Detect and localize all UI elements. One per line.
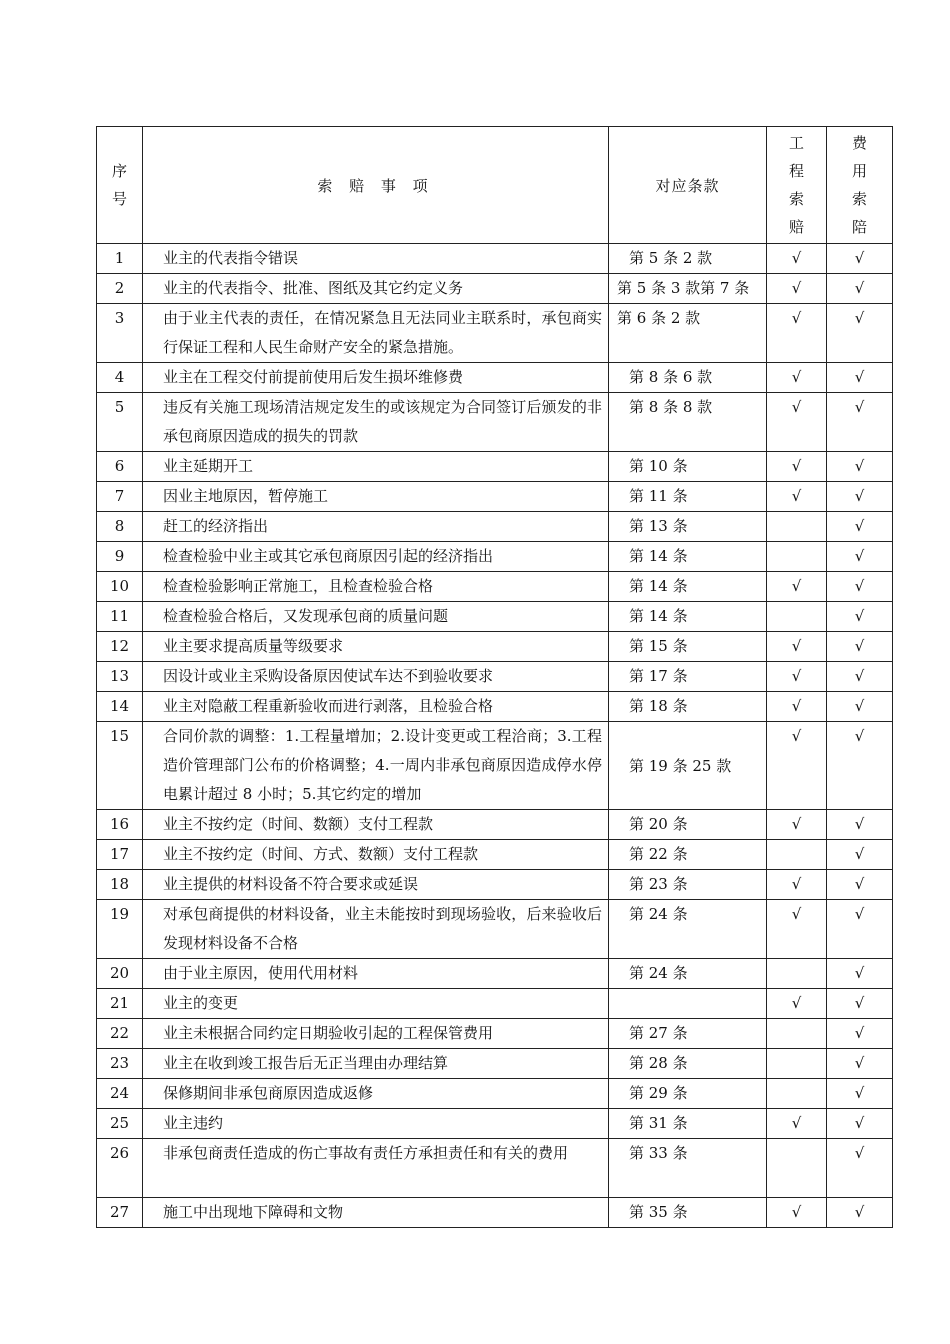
row-clause: 第 8 条 6 款 [609,363,767,393]
table-row [97,304,893,363]
engineering-check-mark [767,542,827,572]
table-row [97,244,893,274]
row-no: 13 [97,662,143,692]
row-no: 22 [97,1019,143,1049]
row-clause: 第 14 条 [609,542,767,572]
row-no: 18 [97,870,143,900]
row-clause: 第 5 条 2 款 [609,244,767,274]
row-no: 1 [97,244,143,274]
row-no: 20 [97,959,143,989]
cost-check-mark: √ [827,393,893,452]
engineering-check-mark [767,602,827,632]
row-no: 26 [97,1139,143,1198]
cost-check-mark: √ [827,662,893,692]
table-row [97,274,893,304]
cost-check-mark: √ [827,572,893,602]
cost-check-mark: √ [827,542,893,572]
row-clause: 第 20 条 [609,810,767,840]
cost-check-mark: √ [827,602,893,632]
cost-check-mark: √ [827,1079,893,1109]
row-item: 业主要求提高质量等级要求 [143,632,609,662]
engineering-check-mark: √ [767,572,827,602]
table-row [97,482,893,512]
cost-check-mark: √ [827,363,893,393]
row-no: 24 [97,1079,143,1109]
row-item: 业主在收到竣工报告后无正当理由办理结算 [143,1049,609,1079]
row-no: 17 [97,840,143,870]
engineering-check-mark [767,512,827,542]
table-row [97,602,893,632]
row-clause: 第 35 条 [609,1198,767,1228]
row-item: 施工中出现地下障碍和文物 [143,1198,609,1228]
table-row [97,1109,893,1139]
row-item: 业主不按约定（时间、数额）支付工程款 [143,810,609,840]
engineering-check-mark [767,1139,827,1198]
engineering-check-mark [767,1049,827,1079]
cost-check-mark: √ [827,632,893,662]
table-row [97,363,893,393]
cost-check-mark: √ [827,840,893,870]
row-no: 9 [97,542,143,572]
table-row [97,542,893,572]
row-item: 检查检验影响正常施工，且检查检验合格 [143,572,609,602]
engineering-check-mark [767,959,827,989]
cost-check-mark: √ [827,304,893,363]
engineering-check-mark: √ [767,722,827,810]
row-item: 业主提供的材料设备不符合要求或延误 [143,870,609,900]
cost-check-mark: √ [827,512,893,542]
engineering-check-mark: √ [767,989,827,1019]
row-clause: 第 14 条 [609,572,767,602]
row-no: 11 [97,602,143,632]
cost-check-mark: √ [827,1109,893,1139]
header-clause: 对应条款 [609,127,767,244]
table-row [97,572,893,602]
row-clause: 第 22 条 [609,840,767,870]
row-no: 16 [97,810,143,840]
row-no: 21 [97,989,143,1019]
table-row [97,722,893,810]
table-row [97,692,893,722]
row-clause [609,989,767,1019]
row-no: 7 [97,482,143,512]
row-item: 业主不按约定（时间、方式、数额）支付工程款 [143,840,609,870]
cost-check-mark: √ [827,1198,893,1228]
row-clause: 第 27 条 [609,1019,767,1049]
row-clause: 第 24 条 [609,900,767,959]
row-clause: 第 14 条 [609,602,767,632]
row-no: 15 [97,722,143,810]
row-no: 19 [97,900,143,959]
cost-check-mark: √ [827,452,893,482]
row-no: 5 [97,393,143,452]
table-row [97,1019,893,1049]
row-clause: 第 10 条 [609,452,767,482]
engineering-check-mark: √ [767,274,827,304]
row-item: 业主未根据合同约定日期验收引起的工程保管费用 [143,1019,609,1049]
cost-check-mark: √ [827,692,893,722]
header-item: 索 赔 事 项 [143,127,609,244]
row-item: 业主的变更 [143,989,609,1019]
row-clause: 第 5 条 3 款第 7 条 [609,274,767,304]
row-item: 业主违约 [143,1109,609,1139]
row-no: 6 [97,452,143,482]
header-engineering-claim: 工程索赔 [767,127,827,244]
cost-check-mark: √ [827,870,893,900]
table-row [97,1079,893,1109]
table-row [97,662,893,692]
engineering-check-mark: √ [767,244,827,274]
engineering-check-mark: √ [767,692,827,722]
cost-check-mark: √ [827,1049,893,1079]
table-header-row [97,127,893,244]
cost-check-mark: √ [827,244,893,274]
row-no: 23 [97,1049,143,1079]
engineering-check-mark: √ [767,1198,827,1228]
engineering-check-mark: √ [767,662,827,692]
row-item: 保修期间非承包商原因造成返修 [143,1079,609,1109]
table-row [97,989,893,1019]
table-row [97,393,893,452]
row-item: 检查检验合格后，又发现承包商的质量问题 [143,602,609,632]
row-item: 赶工的经济指出 [143,512,609,542]
table-row [97,1198,893,1228]
row-item: 业主的代表指令错误 [143,244,609,274]
table-row [97,870,893,900]
row-no: 25 [97,1109,143,1139]
cost-check-mark: √ [827,482,893,512]
cost-check-mark: √ [827,810,893,840]
table-row [97,452,893,482]
row-item: 对承包商提供的材料设备，业主未能按时到现场验收，后来验收后发现材料设备不合格 [143,900,609,959]
row-item: 业主的代表指令、批准、图纸及其它约定义务 [143,274,609,304]
row-item: 因设计或业主采购设备原因使试车达不到验收要求 [143,662,609,692]
table-row [97,840,893,870]
table-row [97,959,893,989]
engineering-check-mark: √ [767,870,827,900]
cost-check-mark: √ [827,959,893,989]
engineering-check-mark: √ [767,1109,827,1139]
row-clause: 第 17 条 [609,662,767,692]
row-clause: 第 18 条 [609,692,767,722]
row-item: 由于业主原因，使用代用材料 [143,959,609,989]
row-item: 违反有关施工现场清洁规定发生的或该规定为合同签订后颁发的非承包商原因造成的损失的罚款 [143,393,609,452]
header-cost-claim: 费用索陪 [827,127,893,244]
row-no: 12 [97,632,143,662]
engineering-check-mark: √ [767,393,827,452]
engineering-check-mark [767,840,827,870]
row-item: 非承包商责任造成的伤亡事故有责任方承担责任和有关的费用 [143,1139,609,1198]
row-item: 由于业主代表的责任，在情况紧急且无法同业主联系时，承包商实行保证工程和人民生命财产安全的紧急措施。 [143,304,609,363]
row-no: 3 [97,304,143,363]
engineering-check-mark: √ [767,363,827,393]
row-no: 4 [97,363,143,393]
row-clause: 第 19 条 25 款 [609,722,767,810]
row-item: 合同价款的调整：1.工程量增加；2.设计变更或工程洽商；3.工程造价管理部门公布的价格调整；4.一周内非承包商原因造成停水停电累计超过 8 小时；5.其它约定的增加 [143,722,609,810]
row-clause: 第 33 条 [609,1139,767,1198]
row-clause: 第 11 条 [609,482,767,512]
row-clause: 第 28 条 [609,1049,767,1079]
row-item: 检查检验中业主或其它承包商原因引起的经济指出 [143,542,609,572]
engineering-check-mark [767,1019,827,1049]
row-item: 业主延期开工 [143,452,609,482]
cost-check-mark: √ [827,1019,893,1049]
row-clause: 第 8 条 8 款 [609,393,767,452]
header-no: 序号 [97,127,143,244]
row-item: 业主对隐蔽工程重新验收而进行剥落，且检验合格 [143,692,609,722]
row-clause: 第 23 条 [609,870,767,900]
cost-check-mark: √ [827,989,893,1019]
row-clause: 第 24 条 [609,959,767,989]
table-row [97,632,893,662]
row-clause: 第 6 条 2 款 [609,304,767,363]
engineering-check-mark: √ [767,810,827,840]
table-row [97,1139,893,1198]
cost-check-mark: √ [827,274,893,304]
row-clause: 第 29 条 [609,1079,767,1109]
row-item: 因业主地原因，暂停施工 [143,482,609,512]
engineering-check-mark: √ [767,482,827,512]
cost-check-mark: √ [827,1139,893,1198]
table-row [97,512,893,542]
row-item: 业主在工程交付前提前使用后发生损坏维修费 [143,363,609,393]
row-no: 8 [97,512,143,542]
row-clause: 第 31 条 [609,1109,767,1139]
table-row [97,810,893,840]
engineering-check-mark: √ [767,632,827,662]
cost-check-mark: √ [827,900,893,959]
row-no: 27 [97,1198,143,1228]
cost-check-mark: √ [827,722,893,810]
engineering-check-mark [767,1079,827,1109]
row-no: 2 [97,274,143,304]
row-clause: 第 15 条 [609,632,767,662]
row-clause: 第 13 条 [609,512,767,542]
engineering-check-mark: √ [767,900,827,959]
table-row [97,900,893,959]
row-no: 10 [97,572,143,602]
claims-table [96,126,893,1228]
engineering-check-mark: √ [767,452,827,482]
table-row [97,1049,893,1079]
row-no: 14 [97,692,143,722]
engineering-check-mark: √ [767,304,827,363]
